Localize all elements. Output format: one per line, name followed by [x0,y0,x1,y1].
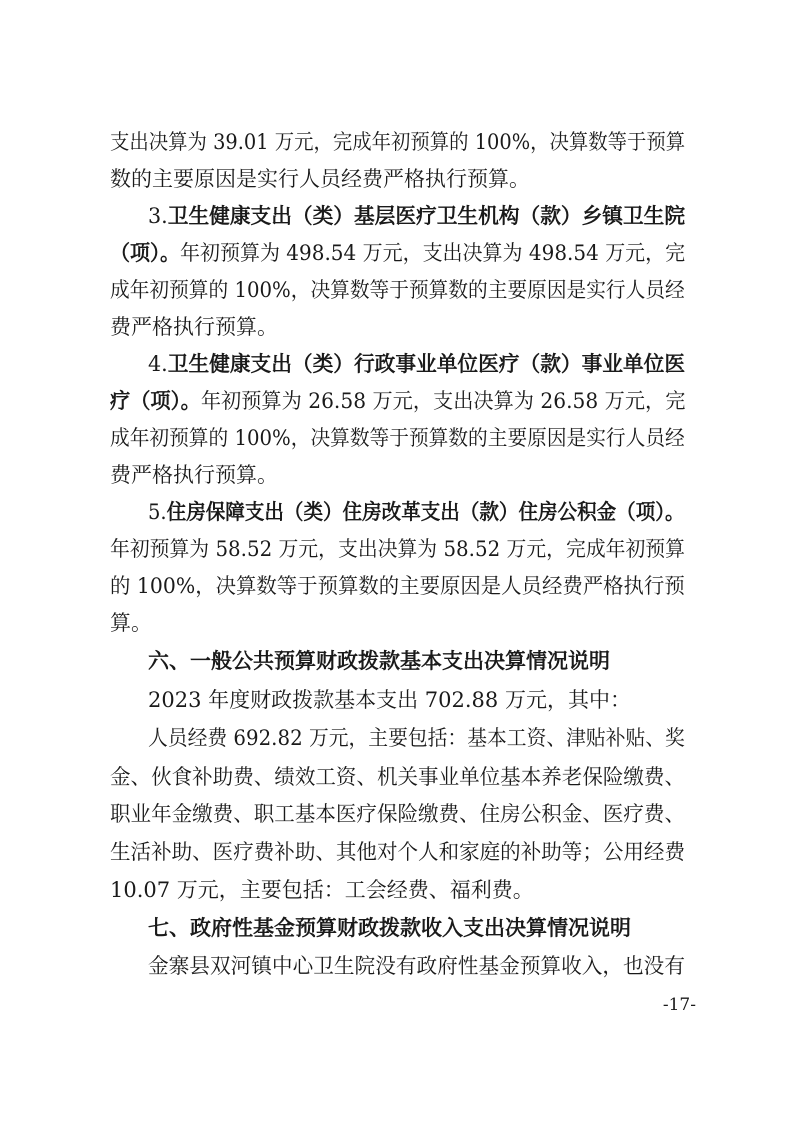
text-run: 4. [148,352,168,376]
paragraph-line [148,350,685,378]
paragraph-line: 成年初预算的 100%，决算数等于预算数的主要原因是实行人员经 [110,426,685,450]
text-run: 年初预算为 498.54 万元，支出决算为 498.54 万元，完 [179,241,686,265]
paragraph-line [148,202,685,230]
paragraph-line: 七、政府性基金预算财政拨款收入支出决算情况说明 [148,916,631,940]
page-number: -17- [662,995,696,1015]
bold-text-run: 卫生健康支出（类）行政事业单位医疗（款）事业单位医 [167,352,686,376]
paragraph-line: 支出决算为 39.01 万元，完成年初预算的 100%，决算数等于预算 [110,130,686,154]
bold-text-run: 疗（项）。 [110,389,201,413]
paragraph-line: 六、一般公共预算财政拨款基本支出决算情况说明 [148,649,610,673]
paragraph-line: 的 100%，决算数等于预算数的主要原因是人员经费严格执行预 [110,574,685,598]
paragraph-line: 2023 年度财政拨款基本支出 702.88 万元，其中： [148,688,631,712]
paragraph-line: 算。 [110,611,152,635]
paragraph-line: 数的主要原因是实行人员经费严格执行预算。 [110,167,530,191]
bold-text-run: 卫生健康支出（类）基层医疗卫生机构（款）乡镇卫生院 [167,204,686,228]
text-run: 3. [148,204,168,228]
text-run: 年初预算为 26.58 万元，支出决算为 26.58 万元，完 [200,389,686,413]
paragraph-line [110,387,685,415]
text-run: 5. [148,500,167,524]
paragraph-line: 费严格执行预算。 [110,463,278,487]
paragraph-line: 10.07 万元，主要包括：工会经费、福利费。 [110,878,534,902]
paragraph-line: 年初预算为 58.52 万元，支出决算为 58.52 万元，完成年初预算 [110,537,685,561]
bold-text-run: （项）。 [110,241,180,265]
paragraph-line: 金寨县双河镇中心卫生院没有政府性基金预算收入，也没有 [148,954,685,978]
paragraph-line [148,498,685,526]
paragraph-line: 生活补助、医疗费补助、其他对个人和家庭的补助等；公用经费 [110,840,686,864]
paragraph-line: 费严格执行预算。 [110,315,278,339]
paragraph-line [110,239,685,267]
paragraph-line: 金、伙食补助费、绩效工资、机关事业单位基本养老保险缴费、 [110,765,686,789]
paragraph-line: 成年初预算的 100%，决算数等于预算数的主要原因是实行人员经 [110,278,685,302]
paragraph-line: 人员经费 692.82 万元，主要包括：基本工资、津贴补贴、奖 [148,726,685,750]
paragraph-line: 职业年金缴费、职工基本医疗保险缴费、住房公积金、医疗费、 [110,802,686,826]
bold-text-run: 住房保障支出（类）住房改革支出（款）住房公积金（项）。 [166,500,685,524]
